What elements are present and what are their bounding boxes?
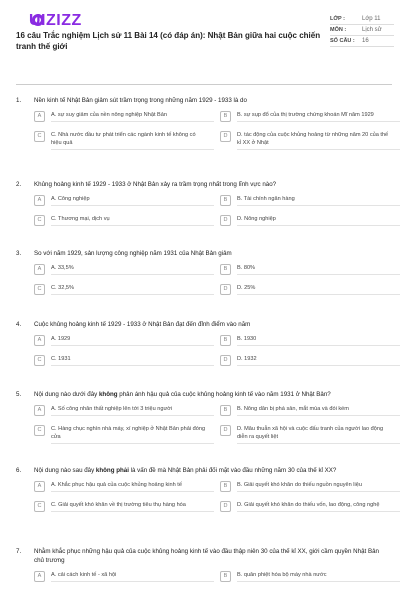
question-text: Khủng hoảng kinh tế 1929 - 1933 ở Nhật Bản xảy ra trầm trọng nhất trong lĩnh vực nào? [34, 181, 277, 188]
option-c[interactable] [34, 215, 214, 229]
option-letter: A [34, 195, 45, 206]
option-b[interactable] [220, 405, 400, 419]
option-text: B. sự sụp đổ của thị trường chứng khoán Mĩ năm 1929 [237, 111, 400, 122]
meta-row-count: SỐ CÂU : 16 [330, 36, 394, 47]
question-number: 5. [16, 391, 22, 398]
option-letter: B [220, 481, 231, 492]
option-letter: C [34, 501, 45, 512]
option-text: A. Công nghiệp [51, 195, 214, 206]
option-d[interactable] [220, 131, 400, 150]
option-text: C. Nhà nước đầu tư phát triển các ngành kinh tế không có hiệu quả [51, 131, 214, 150]
option-letter: D [220, 501, 231, 512]
option-letter: A [34, 571, 45, 582]
question-text: Nội dung nào dưới đây không phản ánh hậu quả của cuộc khủng hoảng kinh tế vào năm 1931 ở Nhật Bản? [34, 391, 331, 398]
option-a[interactable] [34, 335, 214, 349]
meta-row-grade: LỚP : Lớp 11 [330, 14, 394, 25]
option-letter: B [220, 264, 231, 275]
option-b[interactable] [220, 111, 400, 125]
option-text: A. cải cách kinh tế - xã hội [51, 571, 214, 582]
question-number: 7. [16, 548, 22, 555]
question-text: Nhằm khắc phục những hậu quả của cuộc khủng hoảng kinh tế vào đầu thập niên 30 của thế kỉ XX, giới cầm quyền Nhật Bản chủ trương [34, 548, 379, 564]
option-letter: B [220, 195, 231, 206]
page-title: 16 câu Trắc nghiệm Lịch sử 11 Bài 14 (có đáp án): Nhật Bản giữa hai cuộc chiến tranh thế giới [16, 31, 321, 51]
question-number: 4. [16, 321, 22, 328]
option-text: B. 1930 [237, 335, 400, 346]
option-c[interactable] [34, 425, 214, 444]
option-a[interactable] [34, 571, 214, 585]
question-text: Nền kinh tế Nhật Bản giảm sút trầm trọng trong những năm 1929 - 1933 là do [34, 97, 247, 104]
option-d[interactable] [220, 501, 400, 515]
option-text: D. Giải quyết khó khăn do thiếu vốn, lao động, công nghệ [237, 501, 400, 512]
option-b[interactable] [220, 481, 400, 495]
option-letter: C [34, 355, 45, 366]
option-text: A. 33,5% [51, 264, 214, 275]
option-letter: C [34, 131, 45, 142]
option-text: D. 25% [237, 284, 400, 295]
option-text: B. Giải quyết khó khăn do thiếu nguồn nguyên liệu [237, 481, 400, 492]
question-text: Nội dung nào sau đây không phải là vấn đề mà Nhật Bản phải đối mặt vào đầu những năm 30 của thế kỉ XX? [34, 467, 337, 474]
option-letter: D [220, 284, 231, 295]
option-c[interactable] [34, 131, 214, 150]
question-number: 1. [16, 97, 22, 104]
option-text: C. 1931 [51, 355, 214, 366]
option-text: C. Hàng chục nghìn nhà máy, xí nghiệp ở Nhật Bản phải đóng cửa [51, 425, 214, 444]
option-letter: D [220, 131, 231, 142]
question-text: So với năm 1929, sản lượng công nghiệp năm 1931 của Nhật Bản giảm [34, 250, 232, 257]
option-text: C. Giải quyết khó khăn về thị trường tiêu thụ hàng hóa [51, 501, 214, 512]
option-a[interactable] [34, 405, 214, 419]
option-b[interactable] [220, 335, 400, 349]
option-letter: D [220, 425, 231, 436]
option-text: C. 32,5% [51, 284, 214, 295]
option-letter: A [34, 111, 45, 122]
option-text: D. 1932 [237, 355, 400, 366]
option-text: A. sự suy giảm của nền nông nghiệp Nhật Bản [51, 111, 214, 122]
question-number: 2. [16, 181, 22, 188]
option-a[interactable] [34, 481, 214, 495]
option-b[interactable] [220, 195, 400, 209]
option-c[interactable] [34, 284, 214, 298]
question-3 [16, 249, 392, 298]
question-4 [16, 320, 392, 369]
option-letter: A [34, 405, 45, 416]
option-letter: B [220, 335, 231, 346]
option-b[interactable] [220, 571, 400, 585]
option-d[interactable] [220, 284, 400, 298]
question-number: 6. [16, 467, 22, 474]
option-letter: B [220, 111, 231, 122]
option-letter: C [34, 425, 45, 436]
question-5 [16, 390, 392, 444]
header-divider [16, 84, 392, 85]
option-letter: C [34, 215, 45, 226]
option-b[interactable] [220, 264, 400, 278]
question-number: 3. [16, 250, 22, 257]
option-a[interactable] [34, 195, 214, 209]
option-text: D. Nông nghiệp [237, 215, 400, 226]
question-7 [16, 547, 392, 585]
quiz-meta [330, 14, 394, 47]
option-text: A. Số công nhân thất nghiệp lên tới 3 triệu người [51, 405, 214, 416]
option-letter: A [34, 264, 45, 275]
question-2 [16, 180, 392, 229]
option-letter: D [220, 215, 231, 226]
option-letter: B [220, 571, 231, 582]
option-a[interactable] [34, 111, 214, 125]
option-text: B. Nông dân bị phá sản, mắt mùa và đói kém [237, 405, 400, 416]
option-letter: A [34, 481, 45, 492]
option-text: C. Thương mại, dịch vụ [51, 215, 214, 226]
question-6 [16, 466, 392, 515]
question-1 [16, 96, 392, 150]
option-text: B. 80% [237, 264, 400, 275]
option-d[interactable] [220, 215, 400, 229]
option-text: A. 1929 [51, 335, 214, 346]
quizizz-logo: UIZIZZ [29, 12, 82, 29]
option-letter: A [34, 335, 45, 346]
option-letter: B [220, 405, 231, 416]
option-text: D. Mâu thuẫn xã hội và cuộc đấu tranh của người lao động diễn ra quyết liệt [237, 425, 400, 444]
option-text: B. quân phiệt hóa bộ máy nhà nước [237, 571, 400, 582]
option-d[interactable] [220, 355, 400, 369]
meta-row-subject: MÔN : Lịch sử [330, 25, 394, 36]
option-text: B. Tài chính ngân hàng [237, 195, 400, 206]
question-text: Cuộc khủng hoảng kinh tế 1929 - 1933 ở Nhật Bản đạt đến đỉnh điểm vào năm [34, 321, 251, 328]
option-a[interactable] [34, 264, 214, 278]
option-c[interactable] [34, 501, 214, 515]
option-text: D. tác động của cuộc khủng hoảng từ những năm 20 của thế kỉ XX ở Nhật [237, 131, 400, 150]
option-c[interactable] [34, 355, 214, 369]
option-d[interactable] [220, 425, 400, 444]
option-letter: C [34, 284, 45, 295]
option-text: A. Khắc phục hậu quả của cuộc khủng hoảng kinh tế [51, 481, 214, 492]
option-letter: D [220, 355, 231, 366]
